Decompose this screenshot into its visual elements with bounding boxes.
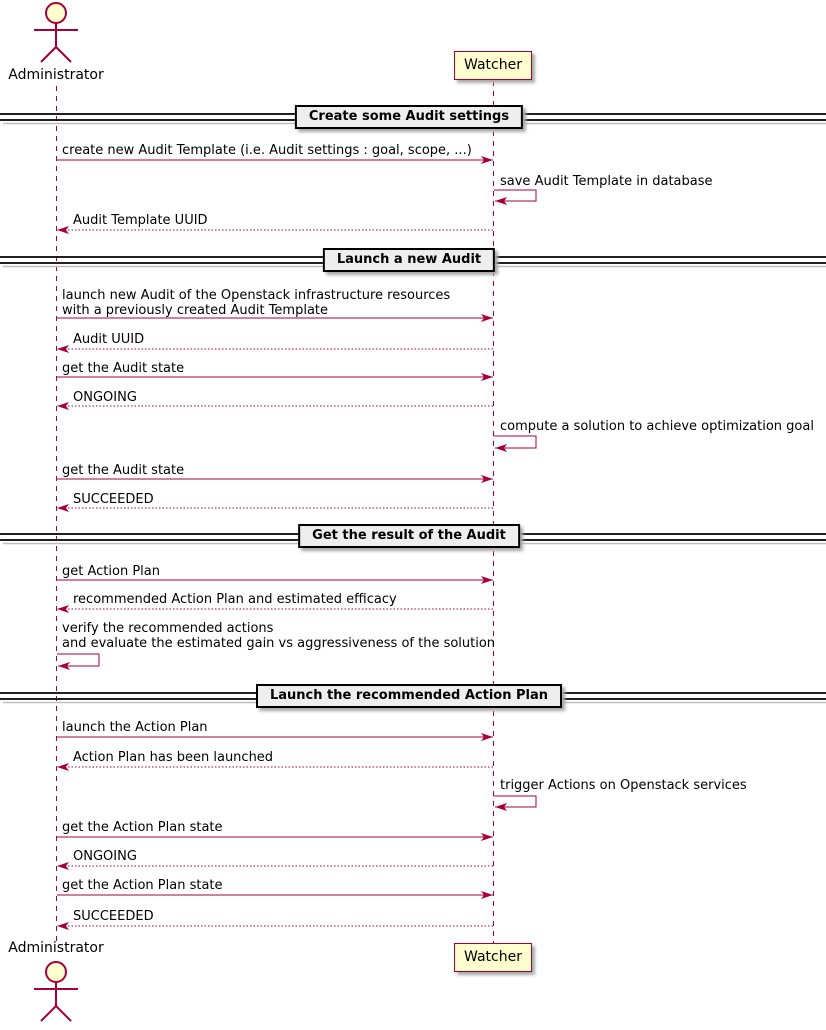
message-succeeded-2: SUCCEEDED (73, 909, 154, 924)
message-get-action-plan-state-1: get the Action Plan state (62, 820, 223, 835)
message-ongoing-2: ONGOING (73, 849, 137, 864)
self-arrow-compute-solution (494, 436, 536, 448)
administrator-label-top: Administrator (8, 67, 104, 83)
administrator-label-bottom: Administrator (8, 940, 104, 956)
watcher-participant-box-bottom: Watcher (454, 943, 532, 972)
message-line: with a previously created Audit Template (62, 303, 329, 318)
self-arrow-trigger-actions (494, 796, 536, 807)
message-action-plan-launched: Action Plan has been launched (73, 750, 274, 765)
message-get-audit-state-1: get the Audit state (62, 361, 185, 376)
message-succeeded-1: SUCCEEDED (73, 492, 154, 507)
message-get-action-plan-state-2: get the Action Plan state (62, 878, 223, 893)
message-recommended-action-plan: recommended Action Plan and estimated efficacy (73, 592, 397, 607)
administrator-actor-icon (34, 3, 78, 62)
divider-launch-new-audit: Launch a new Audit (323, 248, 495, 272)
administrator-actor-icon-bottom (34, 962, 78, 1021)
message-line: launch new Audit of the Openstack infrastructure resources (62, 288, 451, 303)
message-line: and evaluate the estimated gain vs aggressiveness of the solution (62, 636, 496, 651)
message-audit-template-uuid: Audit Template UUID (73, 213, 208, 228)
message-create-audit-template: create new Audit Template (i.e. Audit settings : goal, scope, ...) (62, 143, 472, 158)
message-ongoing-1: ONGOING (73, 390, 137, 405)
divider-get-result-audit: Get the result of the Audit (298, 524, 520, 548)
self-arrow-save-audit-template (494, 190, 536, 201)
watcher-participant-box-top: Watcher (454, 51, 532, 80)
message-audit-uuid: Audit UUID (73, 332, 145, 347)
message-verify-actions (62, 621, 495, 651)
divider-launch-action-plan: Launch the recommended Action Plan (256, 684, 562, 708)
message-get-audit-state-2: get the Audit state (62, 463, 185, 478)
message-trigger-actions: trigger Actions on Openstack services (500, 778, 747, 793)
message-launch-action-plan: launch the Action Plan (62, 720, 208, 735)
message-get-action-plan: get Action Plan (62, 564, 160, 579)
message-save-audit-template: save Audit Template in database (500, 174, 713, 189)
message-launch-new-audit (62, 288, 450, 318)
message-line: verify the recommended actions (62, 621, 274, 636)
self-arrow-verify-actions (57, 654, 99, 666)
divider-create-audit-settings: Create some Audit settings (295, 105, 523, 129)
message-compute-solution: compute a solution to achieve optimization goal (500, 419, 814, 434)
